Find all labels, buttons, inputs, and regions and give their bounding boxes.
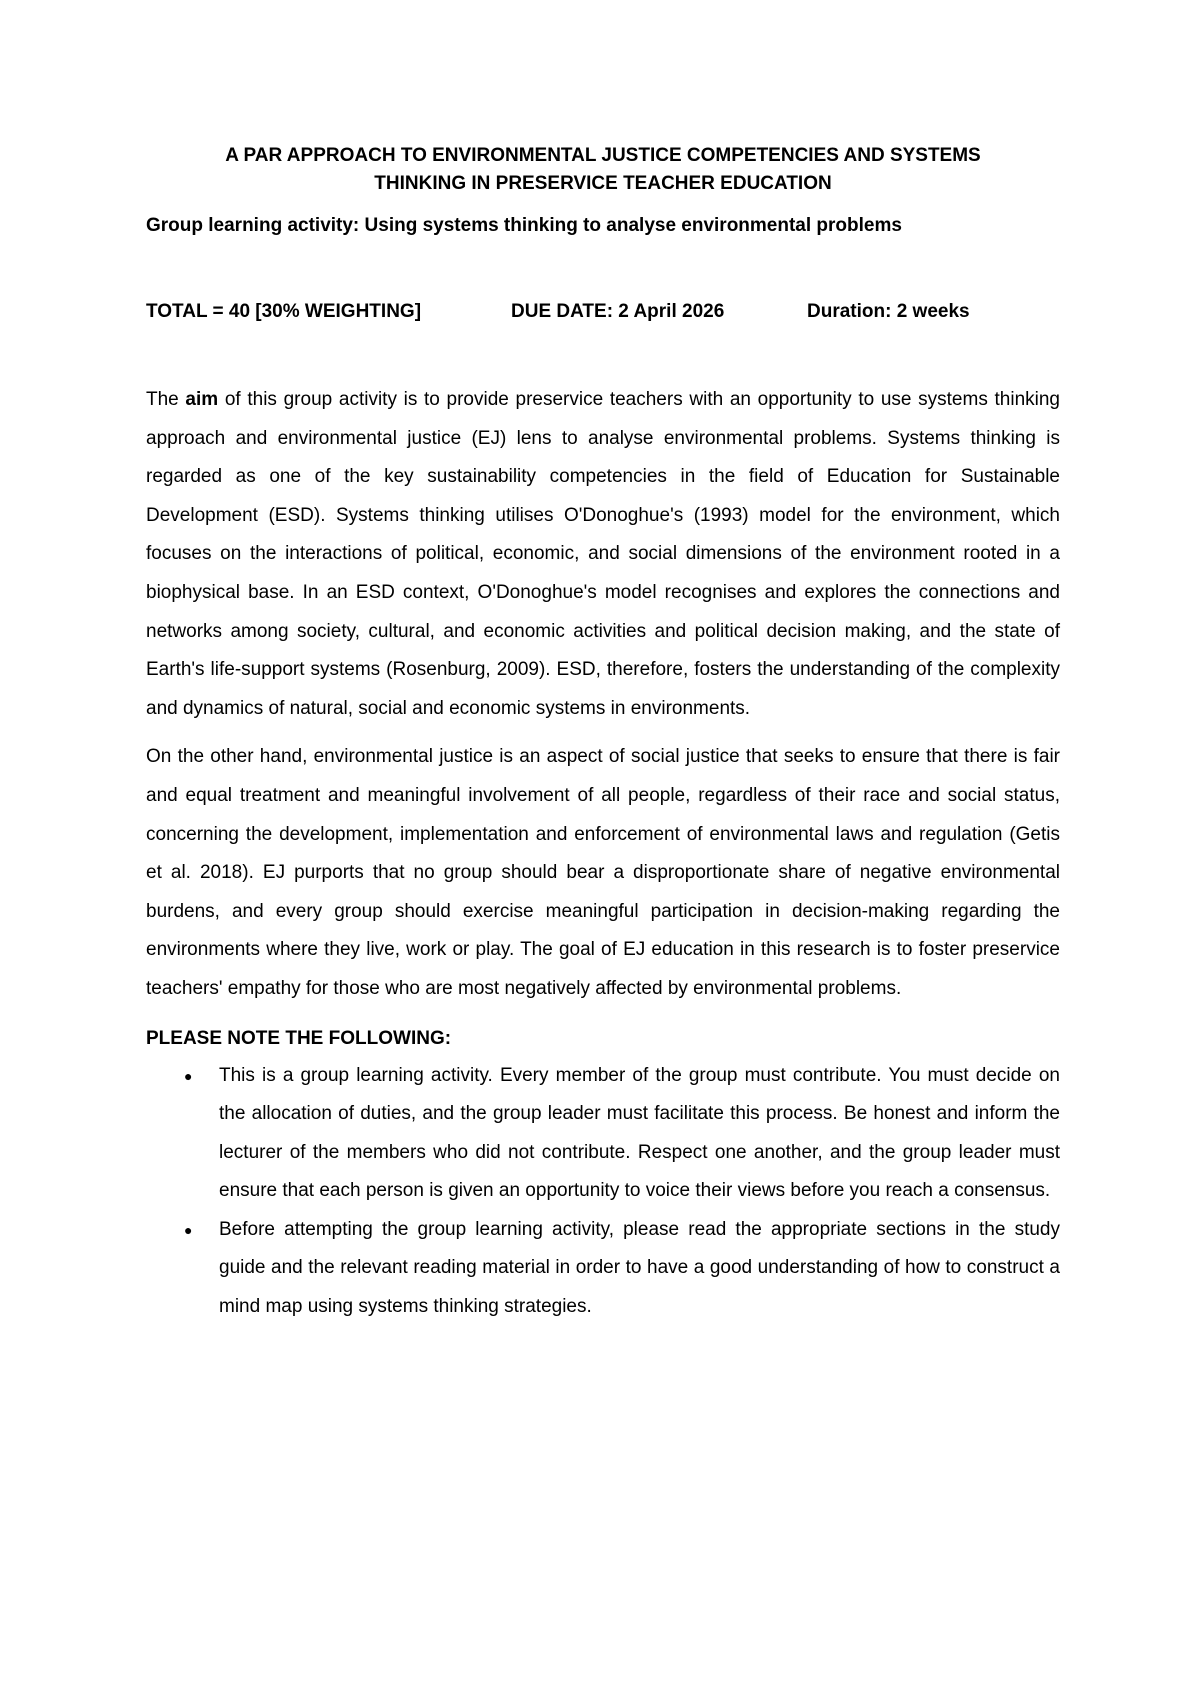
aim-paragraph [146, 381, 1060, 728]
aim-paragraph-rest: of this group activity is to provide preservice teachers with an opportunity to use systems thinking approach and environmental justice (EJ) lens to analyse environmental problems. Systems thinking is regarded as one of the key sustainability competencies in the field of Education for Sustainable Development (ESD). Systems thinking utilises O'Donoghue's (1993) model for the environment, which focuses on the interactions of political, economic, and social dimensions of the environment rooted in a biophysical base. In an ESD context, O'Donoghue's model recognises and explores the connections and networks among society, cultural, and economic activities and political decision making, and the state of Earth's life-support systems (Rosenburg, 2009). ESD, therefore, fosters the understanding of the complexity and dynamics of natural, social and economic systems in environments. [146, 389, 1060, 719]
list-item [146, 1211, 1060, 1327]
list-item [146, 1057, 1060, 1211]
title-line-1: A PAR APPROACH TO ENVIRONMENTAL JUSTICE COMPETENCIES AND SYSTEMS [225, 145, 981, 166]
due-date: DUE DATE: 2 April 2026 [511, 301, 725, 322]
bullet-icon: ● [184, 1067, 193, 1084]
duration: Duration: 2 weeks [807, 301, 970, 322]
aim-keyword: aim [185, 389, 219, 410]
note-text: Before attempting the group learning activity, please read the appropriate sections in the study guide and the relevant reading material in order to have a good understanding of how to construct a mind map using systems thinking strategies. [219, 1218, 1060, 1318]
document-page [146, 142, 1060, 1327]
bullet-icon: ● [184, 1221, 193, 1238]
note-text: This is a group learning activity. Every member of the group must contribute. You must decide on the allocation of duties, and the group leader must facilitate this process. Be honest and inform the lecturer of the members who did not contribute. Respect one another, and the group leader must ensure that each person is given an opportunity to voice their views before you reach a consensus. [219, 1064, 1060, 1202]
notes-list [146, 1057, 1060, 1327]
title-line-2: THINKING IN PRESERVICE TEACHER EDUCATION [374, 173, 832, 194]
document-title [146, 142, 1060, 198]
ej-paragraph: On the other hand, environmental justice is an aspect of social justice that seeks to ensure that there is fair and equal treatment and meaningful involvement of all people, regardless of their race and social status, concerning the development, implementation and enforcement of environmental laws and regulation (Getis et al. 2018). EJ purports that no group should bear a disproportionate share of negative environmental burdens, and every group should exercise meaningful participation in decision-making regarding the environments where they live, work or play. The goal of EJ education in this research is to foster preservice teachers' empathy for those who are most negatively affected by environmental problems. [146, 746, 1060, 999]
note-heading: PLEASE NOTE THE FOLLOWING: [146, 1027, 452, 1049]
assessment-meta [146, 298, 1060, 326]
activity-subtitle: Group learning activity: Using systems thinking to analyse environmental problems [146, 215, 902, 236]
aim-paragraph-lead: The [146, 389, 186, 410]
total-weighting: TOTAL = 40 [30% WEIGHTING] [146, 301, 422, 322]
